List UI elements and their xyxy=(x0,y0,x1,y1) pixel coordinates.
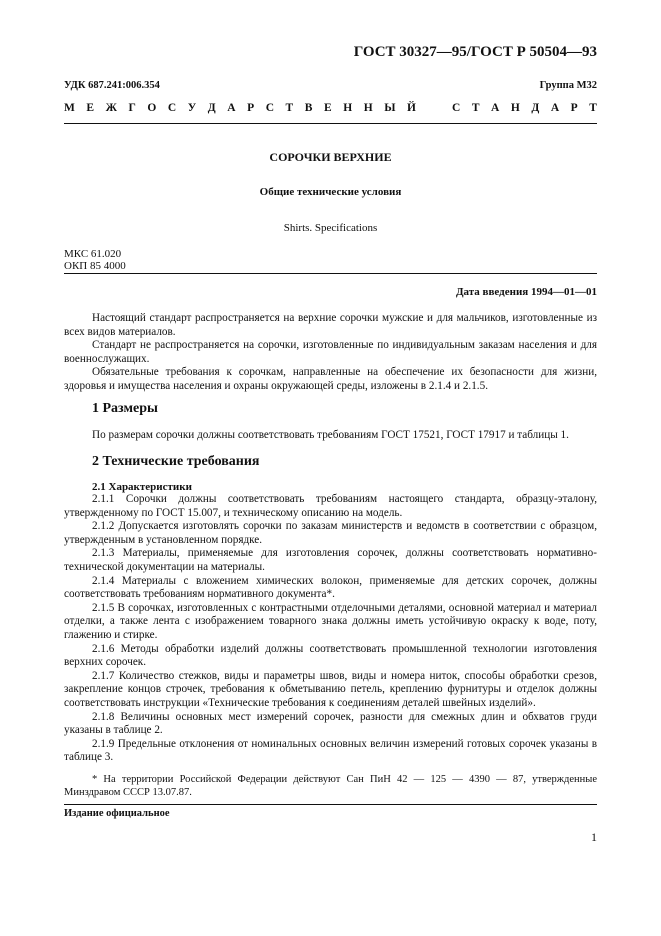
standard-type-right: С Т А Н Д А Р Т xyxy=(452,102,597,114)
mks-code: МКС 61.020 xyxy=(64,248,122,260)
english-title: Shirts. Specifications xyxy=(283,222,378,234)
document-title: СОРОЧКИ ВЕРХНИЕ xyxy=(269,150,392,164)
page-number: 1 xyxy=(591,830,597,844)
section-1-heading: 1 Размеры xyxy=(92,401,158,416)
standard-type-banner xyxy=(64,102,597,118)
intro-paragraph: Настоящий стандарт распространяется на верхние сорочки мужские и для мальчиков, изготовленные из всех видов материалов. xyxy=(64,312,597,338)
document-subtitle: Общие технические условия xyxy=(259,186,402,198)
udk-code: УДК 687.241:006.354 xyxy=(64,80,160,91)
footer-rule xyxy=(64,804,597,805)
okp-code: ОКП 85 4000 xyxy=(64,260,126,272)
requirement-item: 2.1.5 В сорочках, изготовленных с контрастными отделочными деталями, основной материал и материал отделки, а также лента с изображением товарного знака должны иметь устойчивую окраску к воде, поту, глажению и стирке. xyxy=(64,601,597,641)
requirement-item: 2.1.8 Величины основных мест измерений сорочек, разности для смежных длин и обхватов груди указаны в таблице 2. xyxy=(64,710,597,737)
footnote: * На территории Российской Федерации действуют Сан ПиН 42 — 125 — 4390 — 87, утвержденные Минздравом СССР 13.07.87. xyxy=(64,774,597,798)
section-2-heading: 2 Технические требования xyxy=(92,454,260,469)
edition-label: Издание официальное xyxy=(64,808,170,819)
section-2-subheading: 2.1 Характеристики xyxy=(92,481,192,493)
requirement-item: 2.1.1 Сорочки должны соответствовать требованиям настоящего стандарта, образцу-эталону, утвержденному по ГОСТ 15.007, и техническому описанию на модель. xyxy=(64,493,597,519)
introduction-date: Дата введения 1994—01—01 xyxy=(455,286,597,298)
intro-paragraph: Обязательные требования к сорочкам, направленные на обеспечение их безопасности для жизни, здоровья и имущества населения и охраны окружающей среды, изложены в 2.1.4 и 2.1.5. xyxy=(64,366,597,392)
requirements-list xyxy=(64,493,597,765)
requirement-item: 2.1.2 Допускается изготовлять сорочки по заказам министерств и ведомств в соответствии с образцом, утвержденным в установленном порядке. xyxy=(64,520,597,546)
requirement-item: 2.1.6 Методы обработки изделий должны соответствовать промышленной технологии изготовления верхних сорочек. xyxy=(64,642,597,669)
introduction xyxy=(64,312,597,394)
section-1-text: По размерам сорочки должны соответствовать требованиям ГОСТ 17521, ГОСТ 17917 и таблицы 1. xyxy=(92,429,569,441)
requirement-item: 2.1.3 Материалы, применяемые для изготовления сорочек, должны соответствовать нормативно-технической документации на материалы. xyxy=(64,547,597,573)
gost-number: ГОСТ 30327—95/ГОСТ Р 50504—93 xyxy=(353,44,597,60)
codes-rule xyxy=(64,273,597,274)
intro-paragraph: Стандарт не распространяется на сорочки, изготовленные по индивидуальным заказам населения и для военнослужащих. xyxy=(64,339,597,365)
requirement-item: 2.1.7 Количество стежков, виды и параметры швов, виды и номера ниток, способы обработки срезов, закрепление концов строчек, требования к обметыванию петель, креплению фурнитуры и отделок должны соответствовать инструкции «Технические требования к соединениям деталей швейных изделий». xyxy=(64,669,597,709)
header-rule xyxy=(64,123,597,124)
requirement-item: 2.1.4 Материалы с вложением химических волокон, применяемые для детских сорочек, должны соответствовать требованиям нормативного документа*. xyxy=(64,574,597,601)
requirement-item: 2.1.9 Предельные отклонения от номинальных основных величин измерений готовых сорочек указаны в таблице 3. xyxy=(64,737,597,764)
standard-type-left: М Е Ж Г О С У Д А Р С Т В Е Н Н Ы Й xyxy=(64,102,416,114)
group-code: Группа М32 xyxy=(539,80,597,91)
